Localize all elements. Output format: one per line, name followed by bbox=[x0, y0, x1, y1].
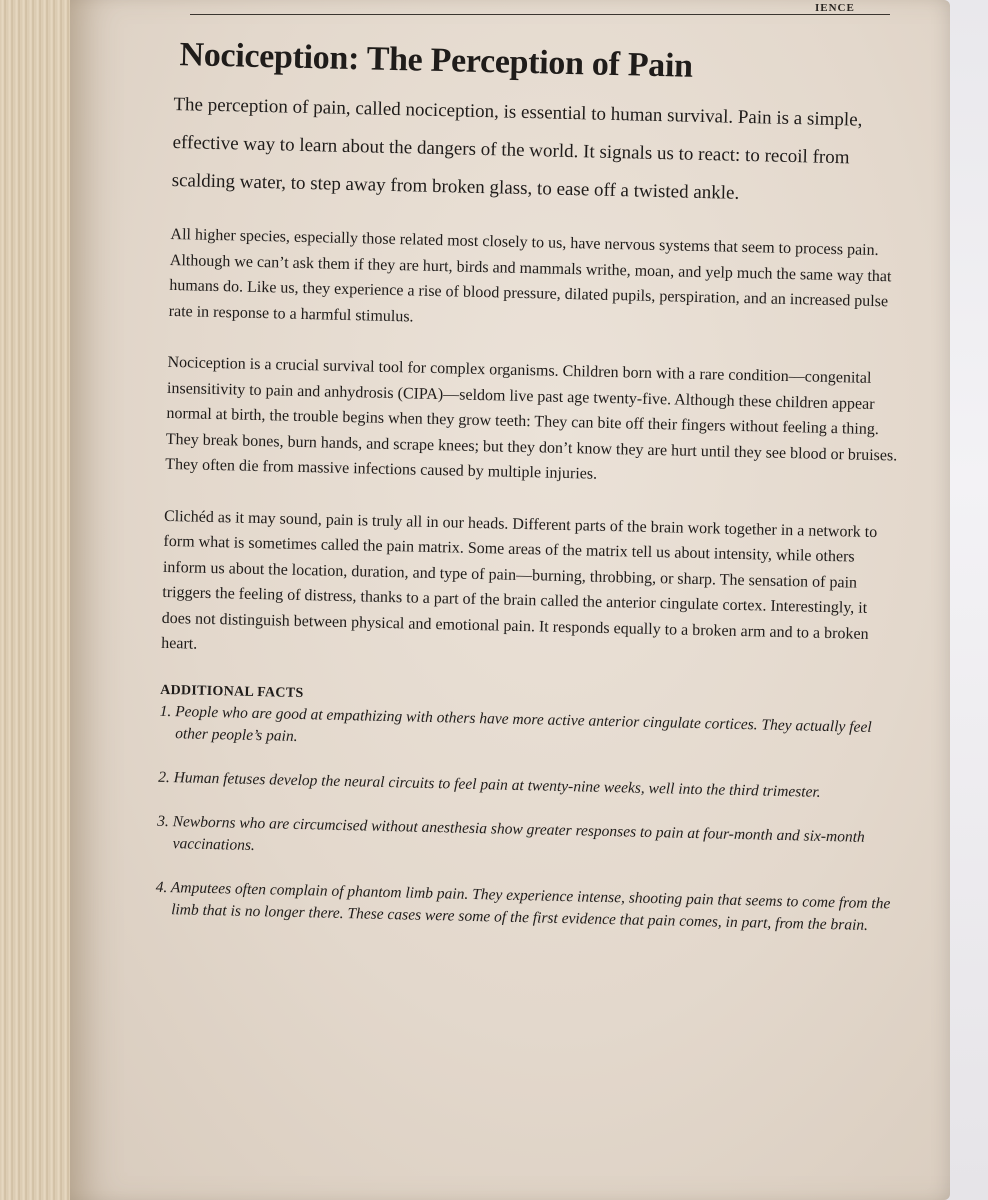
fact-text: Amputees often complain of phantom limb pain. They experience intense, shooting pain that seems to come from the limb that is no longer there. These cases were some of the first evidence that pain comes, in part, from the brain. bbox=[170, 878, 891, 934]
page-content bbox=[154, 36, 909, 959]
fact-number: 1. bbox=[159, 702, 172, 720]
body-paragraph-3: Clichéd as it may sound, pain is truly all in our heads. Different parts of the brain work together in a network to form what is sometimes called the pain matrix. Some areas of the matrix tell us about intensity, while others inform us about the location, duration, and type of pain—burning, throbbing, or sharp. The sensation of pain triggers the feeling of distress, thanks to a part of the brain called the anterior cingulate cortex. Interestingly, it does not distinguish between physical and emotional pain. It responds equally to a broken arm and to a broken heart. bbox=[161, 507, 878, 653]
body-paragraph-1: All higher species, especially those related most closely to us, have nervous systems that seem to process pain. Although we can’t ask them if they are hurt, birds and mammals writhe, moan, and yelp much the same way that humans do. Like us, they experience a rise of blood pressure, dilated pupils, perspiration, and an increased pulse rate in response to a harmful stimulus. bbox=[168, 225, 892, 325]
body-paragraph-2: Nociception is a crucial survival tool for complex organisms. Children born with a rare condition—congenital insensitivity to pain and anhydrosis (CIPA)—seldom live past age twenty-five. Although these children appear normal at birth, the trouble begins when they grow teeth: They can bite off their fingers without feeling a thing. They break bones, burn hands, and scrape knees; but they don’t know they are hurt until they see blood or bruises. They often die from massive infections caused by multiple injuries. bbox=[165, 353, 898, 483]
fact-item-2 bbox=[158, 766, 893, 805]
fact-item-3 bbox=[156, 810, 892, 871]
book-page bbox=[70, 0, 950, 1200]
fact-number: 4. bbox=[155, 878, 168, 896]
fact-text: People who are good at empathizing with others have more active anterior cingulate cortices. They actually feel other people’s pain. bbox=[174, 702, 872, 745]
fact-text: Human fetuses develop the neural circuits to feel pain at twenty-nine weeks, well into the third trimester. bbox=[173, 768, 821, 801]
lead-paragraph: The perception of pain, called nociception, is essential to human survival. Pain is a simple, effective way to learn about the dangers of the world. It signals us to react: to recoil from scalding water, to step away from broken glass, to ease off a twisted ankle. bbox=[171, 93, 863, 204]
fact-item-4 bbox=[155, 876, 891, 937]
header-rule bbox=[190, 14, 890, 15]
fact-text: Newborns who are circumcised without anesthesia show greater responses to pain at four-month and six-month vaccinations. bbox=[172, 812, 865, 854]
fact-number: 2. bbox=[157, 768, 171, 786]
fact-number: 3. bbox=[156, 812, 170, 830]
additional-facts-heading: ADDITIONAL FACTS bbox=[159, 682, 304, 701]
facts-list bbox=[155, 700, 895, 937]
page-title: Nociception: The Perception of Pain bbox=[179, 36, 694, 85]
section-tag: IENCE bbox=[815, 2, 855, 14]
